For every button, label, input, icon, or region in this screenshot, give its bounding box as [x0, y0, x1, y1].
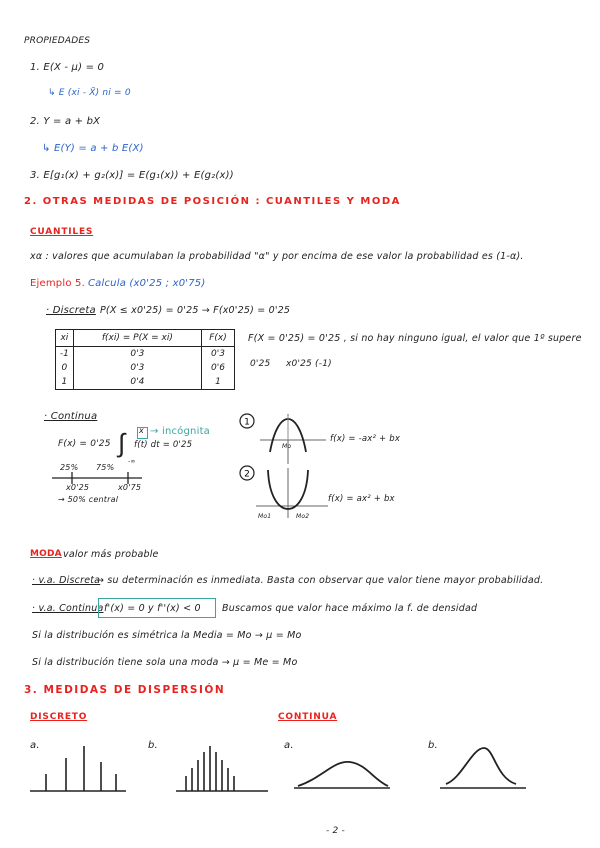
x075-label: x0'75 — [118, 483, 142, 492]
moda-definition: valor más probable — [63, 549, 159, 560]
ejemplo-text: Calcula (x0'25 ; x0'75) — [88, 278, 206, 289]
property-3: 3. E[g₁(x) + g₂(x)] = E(g₁(x)) + E(g₂(x)) — [30, 170, 234, 181]
table-cell: -1 — [56, 347, 74, 362]
table-cell: 0'3 — [73, 347, 201, 362]
cuantiles-label: CUANTILES — [30, 227, 94, 237]
plot-b-continua-label: b. — [428, 740, 438, 751]
discreta-note: F(X = 0'25) = 0'25 , si no hay ninguno igual, el valor que 1º supere — [248, 333, 582, 344]
table-header: xi — [56, 330, 74, 347]
table-header-row — [56, 330, 235, 347]
table-cell: 1 — [56, 375, 74, 390]
page-number: - 2 - — [326, 826, 345, 836]
table-header: F(x) — [201, 330, 234, 347]
discrete-spread-plot-b — [168, 738, 278, 798]
table-row — [56, 361, 235, 375]
graph-2-mo2: Mo2 — [296, 513, 310, 520]
va-continua-label: · v.a. Continua — [32, 603, 104, 614]
x025-label: x0'25 — [66, 483, 90, 492]
boxed-condition-text: f'(x) = 0 y f''(x) < 0 — [104, 603, 201, 614]
table-cell: 0'4 — [73, 375, 201, 390]
property-1-sub: ↳ E (xi - X̄) ni = 0 — [48, 88, 131, 98]
graph-1-inverted-parabola — [256, 408, 336, 468]
graph-2-number-text: 2 — [244, 469, 250, 480]
graph-1-number-text: 1 — [244, 417, 250, 428]
table-row — [56, 347, 235, 362]
central-label: → 50% central — [58, 495, 119, 504]
ejemplo-label: Ejemplo 5. — [30, 278, 85, 289]
continuous-spread-plot-a — [290, 748, 400, 798]
property-2: 2. Y = a + bX — [30, 116, 101, 127]
continua-fx: F(x) = 0'25 — [58, 439, 111, 449]
va-discreta-label: · v.a. Discreta — [32, 575, 101, 586]
integral-body: f(t) dt = 0'25 — [134, 440, 193, 450]
section-title-propiedades: PROPIEDADES — [24, 36, 91, 46]
pct-75: 75% — [96, 463, 115, 472]
va-discreta-text: → su determinación es inmediata. Basta con observar que valor tiene mayor probabilidad. — [96, 575, 544, 586]
continua-label-red: CONTINUA — [278, 712, 338, 722]
continuous-spread-plot-b — [436, 738, 536, 798]
property-2-sub: ↳ E(Y) = a + b E(X) — [42, 143, 144, 154]
continua-label: · Continua — [44, 411, 98, 422]
single-mode-note: Si la distribución tiene sola una moda → μ = Me = Mo — [32, 657, 298, 668]
graph-2-formula: f(x) = ax² + bx — [328, 494, 395, 504]
integral-upper: x — [139, 426, 144, 435]
section-2-heading: 2. OTRAS MEDIDAS DE POSICIÓN : CUANTILES Y MODA — [24, 196, 401, 207]
graph-1-number — [238, 412, 258, 432]
discreta-formula: P(X ≤ x0'25) = 0'25 → F(x0'25) = 0'25 — [100, 305, 291, 316]
discreta-note-result: x0'25 (-1) — [286, 359, 332, 369]
frequency-table — [55, 329, 235, 390]
discreta-note-value: 0'25 — [250, 359, 271, 369]
discreta-label: · Discreta — [46, 305, 96, 316]
table-cell: 0 — [56, 361, 74, 375]
graph-1-formula: f(x) = -ax² + bx — [330, 434, 401, 444]
moda-label-text: MODA — [30, 549, 62, 559]
table-cell: 0'3 — [201, 347, 234, 362]
property-1: 1. E(X - μ) = 0 — [30, 62, 105, 73]
table-cell: 1 — [201, 375, 234, 390]
integral-lower: -∞ — [128, 458, 136, 465]
incognita-note: → incógnita — [150, 426, 211, 437]
moda-label — [30, 549, 62, 559]
graph-2-mo1: Mo1 — [258, 513, 272, 520]
pct-25: 25% — [60, 463, 79, 472]
plot-a-discreto-label: a. — [30, 740, 40, 751]
table-cell: 0'3 — [73, 361, 201, 375]
section-3-heading: 3. MEDIDAS DE DISPERSIÓN — [24, 684, 226, 696]
symmetric-note: Si la distribución es simétrica la Media = Mo → μ = Mo — [32, 630, 302, 641]
table-header: f(xi) = P(X = xi) — [73, 330, 201, 347]
table-row — [56, 375, 235, 390]
discreto-label: DISCRETO — [30, 712, 88, 722]
incognita-text: incógnita — [161, 426, 211, 437]
plot-a-continua-label: a. — [284, 740, 294, 751]
va-continua-text: Buscamos que valor hace máximo la f. de densidad — [222, 603, 478, 614]
cuantiles-definition: xα : valores que acumulaban la probabilidad "α" y por encima de ese valor la probabilidad es (1-α). — [30, 251, 524, 262]
discrete-spread-plot-a — [26, 738, 136, 798]
graph-1-mo: Mo — [282, 443, 292, 450]
plot-b-discreto-label: b. — [148, 740, 158, 751]
table-cell: 0'6 — [201, 361, 234, 375]
integral-sign: ∫ — [118, 429, 126, 459]
